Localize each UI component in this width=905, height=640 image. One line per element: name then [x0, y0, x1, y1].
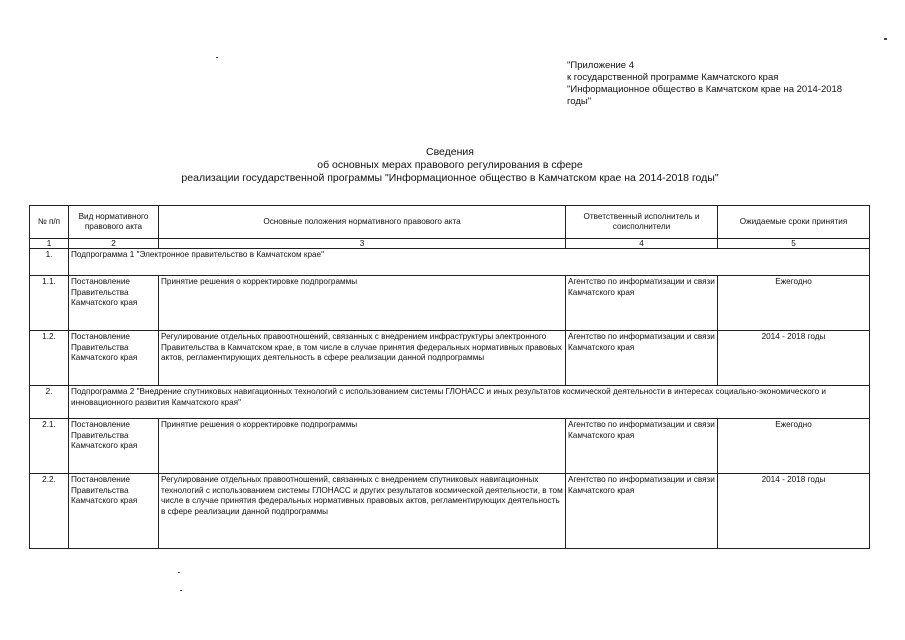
- row-num: 2.1.: [30, 419, 69, 474]
- column-number: 5: [718, 239, 870, 249]
- column-number: 2: [69, 239, 159, 249]
- heading-title: Сведения: [426, 146, 474, 158]
- scan-speck: [180, 590, 182, 591]
- table-row: [30, 419, 870, 474]
- header-act-type: Вид нормативного правового акта: [69, 206, 159, 239]
- row-executor: Агентство по информатизации и связи Камчатского края: [566, 474, 718, 549]
- appendix-line: "Приложение 4: [567, 60, 635, 71]
- row-executor: Агентство по информатизации и связи Камчатского края: [566, 331, 718, 386]
- row-act-type: Постановление Правительства Камчатского края: [69, 474, 159, 549]
- row-act-type: Постановление Правительства Камчатского края: [69, 419, 159, 474]
- column-number: 4: [566, 239, 718, 249]
- row-num: 1.1.: [30, 276, 69, 331]
- header-term: Ожидаемые сроки принятия: [718, 206, 870, 239]
- table-row: [30, 276, 870, 331]
- row-term: Ежегодно: [718, 276, 870, 331]
- column-number-row: [30, 239, 870, 249]
- row-provisions: Регулирование отдельных правоотношений, связанных с внедрением спутниковых навигационных технологий с использованием системы ГЛОНАСС и других результатов космической деятельности, в том числе в случае принятия федеральных нормативных правовых актов, регламентирующих деятельность в сфере реализации данной подпрограммы: [159, 474, 566, 549]
- row-term: 2014 - 2018 годы: [718, 474, 870, 549]
- subprogram-num: 2.: [30, 386, 69, 419]
- subprogram-num: 1.: [30, 249, 69, 276]
- appendix-line: годы": [567, 96, 592, 107]
- regulation-table: [29, 205, 870, 549]
- appendix-line: к государственной программе Камчатского края: [567, 72, 779, 83]
- table-row: [30, 474, 870, 549]
- column-number: 1: [30, 239, 69, 249]
- row-num: 2.2.: [30, 474, 69, 549]
- row-act-type: Постановление Правительства Камчатского края: [69, 276, 159, 331]
- row-executor: Агентство по информатизации и связи Камчатского края: [566, 419, 718, 474]
- subprogram-title: Подпрограмма 2 "Внедрение спутниковых навигационных технологий с использованием системы ГЛОНАСС и иных результатов космической деятельности в интересах социально-экономического и инновационного развития Камчатского края": [69, 386, 870, 419]
- row-provisions: Принятие решения о корректировке подпрограммы: [159, 419, 566, 474]
- row-executor: Агентство по информатизации и связи Камчатского края: [566, 276, 718, 331]
- subprogram-row: [30, 249, 870, 276]
- row-term: 2014 - 2018 годы: [718, 331, 870, 386]
- heading-line: об основных мерах правового регулирования в сфере: [317, 159, 583, 171]
- header-executor: Ответственный исполнитель и соисполнители: [566, 206, 718, 239]
- scan-speck: [178, 572, 180, 573]
- subprogram-title: Подпрограмма 1 "Электронное правительство в Камчатском крае": [69, 249, 870, 276]
- header-provisions: Основные положения нормативного правового акта: [159, 206, 566, 239]
- appendix-note: [567, 60, 867, 108]
- scan-speck: [884, 38, 887, 40]
- row-term: Ежегодно: [718, 419, 870, 474]
- document-heading: [100, 146, 800, 185]
- subprogram-row: [30, 386, 870, 419]
- row-num: 1.2.: [30, 331, 69, 386]
- column-number: 3: [159, 239, 566, 249]
- row-act-type: Постановление Правительства Камчатского края: [69, 331, 159, 386]
- header-num: № п/п: [30, 206, 69, 239]
- row-provisions: Принятие решения о корректировке подпрограммы: [159, 276, 566, 331]
- row-provisions: Регулирование отдельных правоотношений, связанных с внедрением инфраструктуры электронного Правительства в Камчатском крае, в том числе в случае принятия федеральных нормативных правовых актов, регламентирующих деятельность в сфере реализации данной подпрограммы: [159, 331, 566, 386]
- appendix-line: "Информационное общество в Камчатском крае на 2014-2018: [567, 84, 843, 95]
- table-header-row: [30, 206, 870, 239]
- table-row: [30, 331, 870, 386]
- heading-line: реализации государственной программы "Информационное общество в Камчатском крае на 2014-2018 годы": [181, 172, 719, 184]
- scan-speck: [216, 57, 218, 58]
